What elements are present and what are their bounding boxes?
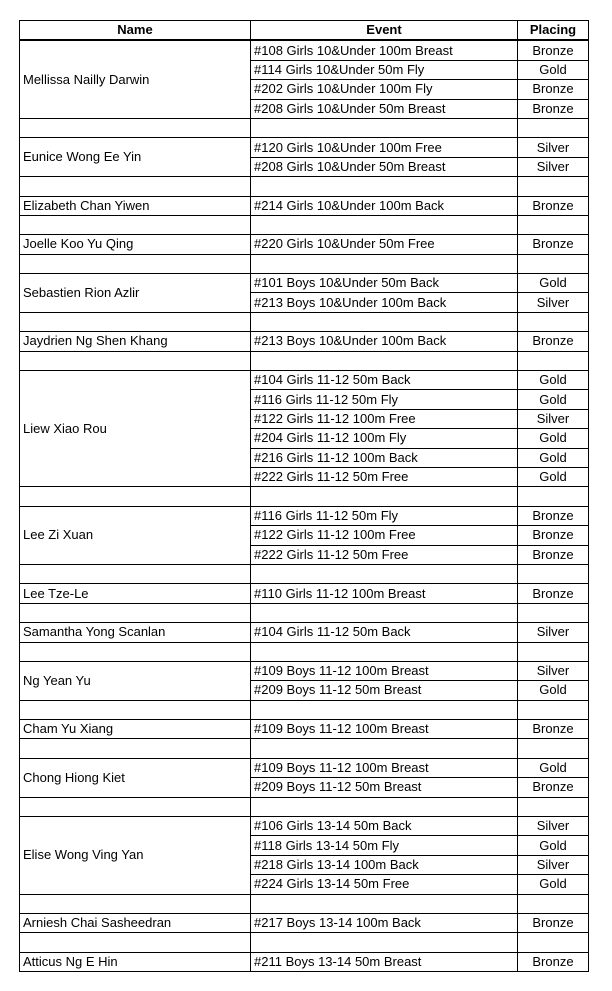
spacer-row bbox=[20, 487, 589, 506]
event-cell: #109 Boys 11-12 100m Breast bbox=[251, 661, 518, 680]
event-cell: #208 Girls 10&Under 50m Breast bbox=[251, 157, 518, 176]
swimmer-name: Sebastien Rion Azlir bbox=[20, 274, 251, 313]
spacer-row bbox=[20, 933, 589, 952]
event-cell: #110 Girls 11-12 100m Breast bbox=[251, 584, 518, 603]
results-table bbox=[19, 20, 589, 972]
placing-cell: Gold bbox=[518, 429, 589, 448]
placing-cell: Gold bbox=[518, 467, 589, 486]
table-row bbox=[20, 274, 589, 293]
empty-cell bbox=[20, 118, 251, 137]
table-row bbox=[20, 371, 589, 390]
empty-cell bbox=[518, 797, 589, 816]
swimmer-name: Lee Tze-Le bbox=[20, 584, 251, 603]
swimmer-name: Atticus Ng E Hin bbox=[20, 952, 251, 971]
placing-cell: Bronze bbox=[518, 80, 589, 99]
empty-cell bbox=[251, 797, 518, 816]
spacer-row bbox=[20, 894, 589, 913]
spacer-row bbox=[20, 797, 589, 816]
empty-cell bbox=[251, 312, 518, 331]
empty-cell bbox=[251, 177, 518, 196]
placing-cell: Gold bbox=[518, 681, 589, 700]
empty-cell bbox=[518, 564, 589, 583]
placing-cell: Bronze bbox=[518, 526, 589, 545]
empty-cell bbox=[518, 312, 589, 331]
placing-cell: Bronze bbox=[518, 235, 589, 254]
event-cell: #211 Boys 13-14 50m Breast bbox=[251, 952, 518, 971]
event-cell: #122 Girls 11-12 100m Free bbox=[251, 526, 518, 545]
spacer-row bbox=[20, 118, 589, 137]
swimmer-name: Jaydrien Ng Shen Khang bbox=[20, 332, 251, 351]
table-row bbox=[20, 817, 589, 836]
event-cell: #222 Girls 11-12 50m Free bbox=[251, 545, 518, 564]
placing-cell: Bronze bbox=[518, 584, 589, 603]
event-cell: #224 Girls 13-14 50m Free bbox=[251, 875, 518, 894]
swimmer-name: Joelle Koo Yu Qing bbox=[20, 235, 251, 254]
spacer-row bbox=[20, 700, 589, 719]
event-cell: #118 Girls 13-14 50m Fly bbox=[251, 836, 518, 855]
empty-cell bbox=[251, 351, 518, 370]
empty-cell bbox=[251, 894, 518, 913]
swimmer-name: Mellissa Nailly Darwin bbox=[20, 40, 251, 118]
empty-cell bbox=[20, 351, 251, 370]
placing-cell: Bronze bbox=[518, 506, 589, 525]
event-cell: #109 Boys 11-12 100m Breast bbox=[251, 720, 518, 739]
placing-cell: Gold bbox=[518, 371, 589, 390]
swimmer-name: Arniesh Chai Sasheedran bbox=[20, 913, 251, 932]
placing-cell: Silver bbox=[518, 138, 589, 157]
spacer-row bbox=[20, 603, 589, 622]
placing-cell: Bronze bbox=[518, 778, 589, 797]
event-cell: #101 Boys 10&Under 50m Back bbox=[251, 274, 518, 293]
event-cell: #120 Girls 10&Under 100m Free bbox=[251, 138, 518, 157]
event-cell: #204 Girls 11-12 100m Fly bbox=[251, 429, 518, 448]
event-cell: #106 Girls 13-14 50m Back bbox=[251, 817, 518, 836]
placing-cell: Gold bbox=[518, 875, 589, 894]
empty-cell bbox=[518, 118, 589, 137]
placing-cell: Silver bbox=[518, 623, 589, 642]
swimmer-name: Elise Wong Ving Yan bbox=[20, 817, 251, 895]
placing-cell: Bronze bbox=[518, 952, 589, 971]
spacer-row bbox=[20, 215, 589, 234]
placing-cell: Silver bbox=[518, 817, 589, 836]
empty-cell bbox=[518, 700, 589, 719]
table-row bbox=[20, 623, 589, 642]
empty-cell bbox=[20, 797, 251, 816]
event-cell: #104 Girls 11-12 50m Back bbox=[251, 623, 518, 642]
swimmer-name: Liew Xiao Rou bbox=[20, 371, 251, 487]
spacer-row bbox=[20, 739, 589, 758]
event-cell: #213 Boys 10&Under 100m Back bbox=[251, 332, 518, 351]
placing-cell: Silver bbox=[518, 157, 589, 176]
spacer-row bbox=[20, 177, 589, 196]
placing-cell: Silver bbox=[518, 409, 589, 428]
empty-cell bbox=[518, 254, 589, 273]
event-cell: #208 Girls 10&Under 50m Breast bbox=[251, 99, 518, 118]
empty-cell bbox=[251, 700, 518, 719]
swimmer-name: Lee Zi Xuan bbox=[20, 506, 251, 564]
table-body bbox=[20, 40, 589, 971]
event-cell: #108 Girls 10&Under 100m Breast bbox=[251, 40, 518, 60]
event-cell: #218 Girls 13-14 100m Back bbox=[251, 855, 518, 874]
table-row bbox=[20, 332, 589, 351]
empty-cell bbox=[251, 564, 518, 583]
empty-cell bbox=[20, 215, 251, 234]
table-header bbox=[20, 21, 589, 41]
header-row bbox=[20, 21, 589, 41]
event-cell: #214 Girls 10&Under 100m Back bbox=[251, 196, 518, 215]
empty-cell bbox=[251, 118, 518, 137]
placing-cell: Gold bbox=[518, 60, 589, 79]
empty-cell bbox=[518, 603, 589, 622]
empty-cell bbox=[251, 642, 518, 661]
event-cell: #217 Boys 13-14 100m Back bbox=[251, 913, 518, 932]
event-cell: #116 Girls 11-12 50m Fly bbox=[251, 390, 518, 409]
table-row bbox=[20, 506, 589, 525]
table-row bbox=[20, 40, 589, 60]
header-name: Name bbox=[20, 21, 251, 41]
header-placing: Placing bbox=[518, 21, 589, 41]
table-row bbox=[20, 720, 589, 739]
swimmer-name: Eunice Wong Ee Yin bbox=[20, 138, 251, 177]
event-cell: #114 Girls 10&Under 50m Fly bbox=[251, 60, 518, 79]
placing-cell: Gold bbox=[518, 758, 589, 777]
empty-cell bbox=[251, 254, 518, 273]
swimmer-name: Cham Yu Xiang bbox=[20, 720, 251, 739]
empty-cell bbox=[20, 894, 251, 913]
empty-cell bbox=[20, 254, 251, 273]
swimmer-name: Elizabeth Chan Yiwen bbox=[20, 196, 251, 215]
empty-cell bbox=[518, 215, 589, 234]
empty-cell bbox=[20, 177, 251, 196]
event-cell: #209 Boys 11-12 50m Breast bbox=[251, 681, 518, 700]
event-cell: #213 Boys 10&Under 100m Back bbox=[251, 293, 518, 312]
empty-cell bbox=[251, 487, 518, 506]
placing-cell: Bronze bbox=[518, 40, 589, 60]
event-cell: #116 Girls 11-12 50m Fly bbox=[251, 506, 518, 525]
placing-cell: Silver bbox=[518, 855, 589, 874]
empty-cell bbox=[518, 487, 589, 506]
placing-cell: Silver bbox=[518, 661, 589, 680]
empty-cell bbox=[518, 177, 589, 196]
empty-cell bbox=[20, 312, 251, 331]
empty-cell bbox=[518, 933, 589, 952]
empty-cell bbox=[20, 933, 251, 952]
empty-cell bbox=[518, 894, 589, 913]
table-row bbox=[20, 913, 589, 932]
event-cell: #222 Girls 11-12 50m Free bbox=[251, 467, 518, 486]
placing-cell: Bronze bbox=[518, 913, 589, 932]
empty-cell bbox=[518, 351, 589, 370]
spacer-row bbox=[20, 564, 589, 583]
placing-cell: Bronze bbox=[518, 545, 589, 564]
event-cell: #109 Boys 11-12 100m Breast bbox=[251, 758, 518, 777]
empty-cell bbox=[20, 487, 251, 506]
empty-cell bbox=[251, 933, 518, 952]
spacer-row bbox=[20, 254, 589, 273]
empty-cell bbox=[20, 739, 251, 758]
empty-cell bbox=[20, 564, 251, 583]
empty-cell bbox=[20, 700, 251, 719]
spacer-row bbox=[20, 351, 589, 370]
placing-cell: Gold bbox=[518, 274, 589, 293]
placing-cell: Bronze bbox=[518, 196, 589, 215]
placing-cell: Gold bbox=[518, 390, 589, 409]
table-row bbox=[20, 196, 589, 215]
table-row bbox=[20, 758, 589, 777]
table-row bbox=[20, 584, 589, 603]
event-cell: #202 Girls 10&Under 100m Fly bbox=[251, 80, 518, 99]
placing-cell: Gold bbox=[518, 448, 589, 467]
empty-cell bbox=[251, 739, 518, 758]
empty-cell bbox=[518, 739, 589, 758]
table-row bbox=[20, 661, 589, 680]
event-cell: #216 Girls 11-12 100m Back bbox=[251, 448, 518, 467]
table-row bbox=[20, 952, 589, 971]
placing-cell: Bronze bbox=[518, 332, 589, 351]
swimmer-name: Samantha Yong Scanlan bbox=[20, 623, 251, 642]
placing-cell: Silver bbox=[518, 293, 589, 312]
placing-cell: Bronze bbox=[518, 720, 589, 739]
event-cell: #209 Boys 11-12 50m Breast bbox=[251, 778, 518, 797]
event-cell: #220 Girls 10&Under 50m Free bbox=[251, 235, 518, 254]
empty-cell bbox=[251, 603, 518, 622]
table-row bbox=[20, 235, 589, 254]
empty-cell bbox=[251, 215, 518, 234]
header-event: Event bbox=[251, 21, 518, 41]
event-cell: #122 Girls 11-12 100m Free bbox=[251, 409, 518, 428]
placing-cell: Gold bbox=[518, 836, 589, 855]
placing-cell: Bronze bbox=[518, 99, 589, 118]
swimmer-name: Ng Yean Yu bbox=[20, 661, 251, 700]
empty-cell bbox=[518, 642, 589, 661]
table-row bbox=[20, 138, 589, 157]
empty-cell bbox=[20, 642, 251, 661]
empty-cell bbox=[20, 603, 251, 622]
event-cell: #104 Girls 11-12 50m Back bbox=[251, 371, 518, 390]
swimmer-name: Chong Hiong Kiet bbox=[20, 758, 251, 797]
spacer-row bbox=[20, 312, 589, 331]
spacer-row bbox=[20, 642, 589, 661]
